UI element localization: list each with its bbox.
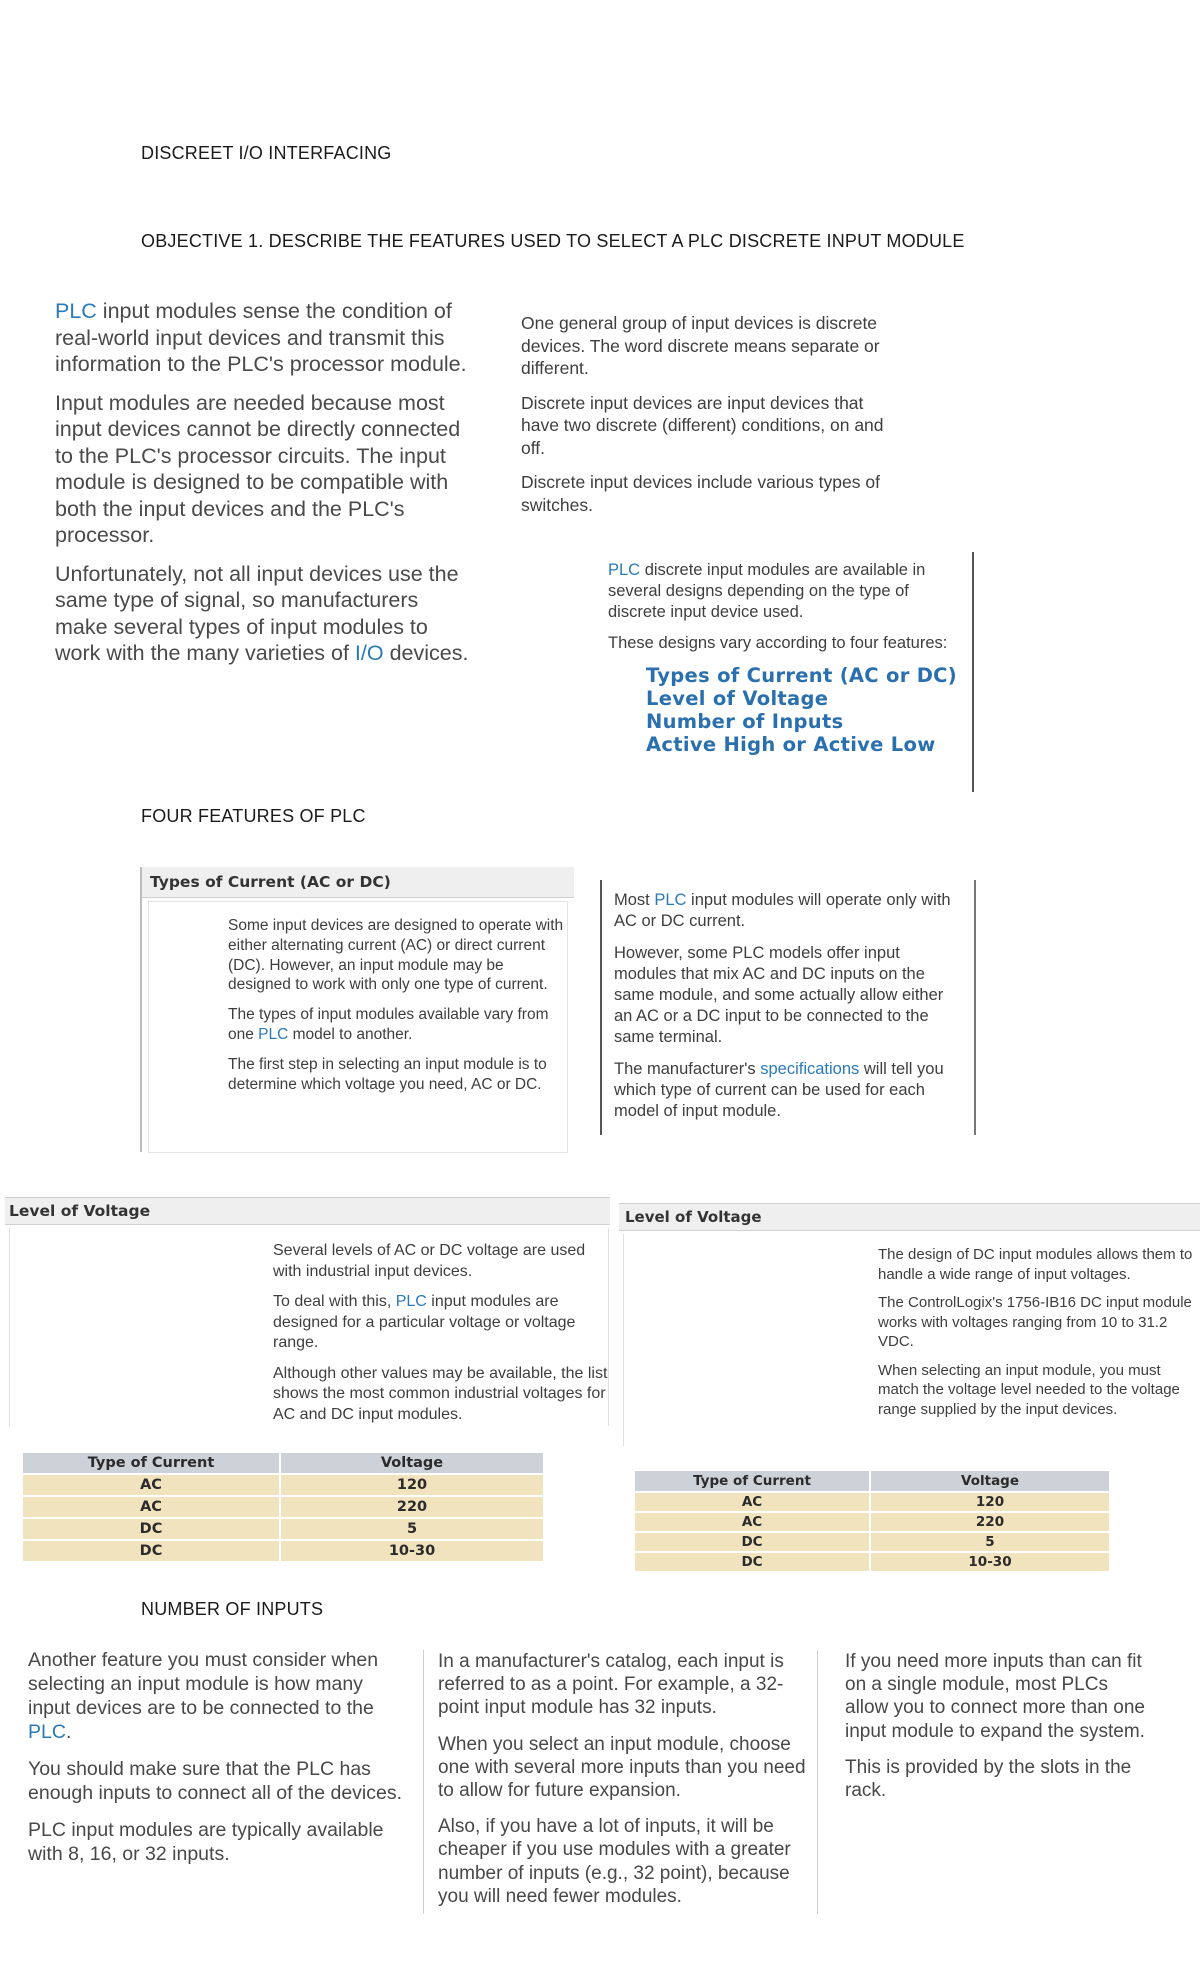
voltage-right-paragraph-3: When selecting an input module, you must match the voltage level needed to the voltage range supplied by the input devices.	[878, 1361, 1180, 1418]
discrete-devices-paragraph: One general group of input devices is discrete devices. The word discrete means separate or different.	[521, 313, 880, 378]
number-of-inputs-heading: NUMBER OF INPUTS	[141, 1599, 324, 1619]
voltage-right-paragraph-2: The ControlLogix's 1756-IB16 DC input module works with voltages ranging from 10 to 31.2 VDC.	[878, 1294, 1192, 1350]
voltage-right-title: Level of Voltage	[619, 1204, 1200, 1231]
current-panel-title: Types of Current (AC or DC)	[142, 867, 574, 898]
table-header-type: Type of Current	[23, 1453, 279, 1473]
inputs-col1-paragraph-3: PLC input modules are typically available with 8, 16, or 32 inputs.	[28, 1819, 384, 1865]
document-heading: DISCREET I/O INTERFACING	[141, 143, 392, 163]
voltage-right-body	[878, 1245, 1198, 1428]
inputs-col3-paragraph-1: If you need more inputs than can fit on a single module, most PLCs allow you to connect more than one input module to expand the system.	[845, 1651, 1145, 1742]
inputs-col1-paragraph-1: Another feature you must consider when selecting an input module is how many input devices are to be connected to the PLC.	[28, 1649, 379, 1743]
plc-link[interactable]: PLC	[28, 1721, 66, 1743]
feature-item: Number of Inputs	[646, 710, 844, 733]
voltage-right-paragraph-1: The design of DC input modules allows them to handle a wide range of input voltages.	[878, 1246, 1193, 1283]
voltage-table-left	[21, 1451, 545, 1563]
objective-heading: OBJECTIVE 1. DESCRIBE THE FEATURES USED TO SELECT A PLC DISCRETE INPUT MODULE	[141, 231, 965, 251]
voltage-left-paragraph-3: Although other values may be available, the list shows the most common industrial voltages for AC and DC input modules.	[273, 1364, 608, 1423]
inputs-column-3	[817, 1650, 1148, 1914]
current-right-panel	[600, 880, 976, 1135]
inputs-column-2	[423, 1650, 816, 1914]
inputs-col1-paragraph-2: You should make sure that the PLC has enough inputs to connect all of the devices.	[28, 1758, 403, 1804]
feature-item: Types of Current (AC or DC)	[646, 664, 958, 687]
features-list	[646, 664, 962, 756]
inputs-col3-paragraph-2: This is provided by the slots in the rack.	[845, 1756, 1132, 1802]
voltage-left-paragraph-2: To deal with this, PLC input modules are designed for a particular voltage or voltage range.	[273, 1293, 576, 1351]
plc-link[interactable]: PLC	[55, 299, 97, 323]
inputs-col2-paragraph-3: Also, if you have a lot of inputs, it will be cheaper if you use modules with a greater number of inputs (e.g., 32 point), because you will need fewer modules.	[438, 1816, 791, 1907]
voltage-right-panel	[619, 1203, 1200, 1446]
current-right-paragraph-3: The manufacturer's specifications will tell you which type of current can be used for each model of input module.	[614, 1060, 944, 1120]
discrete-switches-paragraph: Discrete input devices include various types of switches.	[521, 472, 880, 515]
table-row: DC 10-30	[635, 1553, 1109, 1571]
table-row: AC 120	[23, 1475, 543, 1495]
table-row: AC 120	[635, 1493, 1109, 1511]
inputs-column-1	[28, 1648, 406, 1879]
intro-paragraph-2: Input modules are needed because most input devices cannot be directly connected to the PLC's processor circuits. The input module is designed to be compatible with both the input devices and the PLC's processor.	[55, 390, 461, 547]
voltage-left-paragraph-1: Several levels of AC or DC voltage are used with industrial input devices.	[273, 1242, 586, 1280]
plc-link[interactable]: PLC	[258, 1025, 289, 1043]
table-row: DC 5	[635, 1533, 1109, 1551]
voltage-left-title: Level of Voltage	[5, 1198, 610, 1225]
voltage-left-panel	[5, 1197, 610, 1426]
specifications-link[interactable]: specifications	[760, 1060, 860, 1078]
voltage-table-right	[633, 1469, 1111, 1573]
current-panel	[140, 867, 574, 1152]
plc-link[interactable]: PLC	[654, 891, 687, 909]
table-header-type: Type of Current	[635, 1471, 869, 1491]
table-header-voltage: Voltage	[871, 1471, 1109, 1491]
table-row: DC 5	[23, 1519, 543, 1539]
current-paragraph-1: Some input devices are designed to operate with either alternating current (AC) or direct current (DC). However, an input module may be designed to work with only one type of current.	[228, 917, 564, 994]
table-row: AC 220	[635, 1513, 1109, 1531]
current-paragraph-3: The first step in selecting an input module is to determine which voltage you need, AC or DC.	[228, 1055, 547, 1093]
inputs-col2-paragraph-2: When you select an input module, choose one with several more inputs than you need to allow for future expansion.	[438, 1733, 806, 1802]
designs-panel	[600, 552, 974, 792]
discrete-conditions-paragraph: Discrete input devices are input devices that have two discrete (different) conditions, on and off.	[521, 392, 884, 458]
feature-item: Level of Voltage	[646, 687, 829, 710]
intro-paragraph-1: PLC input modules sense the condition of real-world input devices and transmit this information to the PLC's processor module.	[55, 299, 467, 376]
plc-link[interactable]: PLC	[608, 561, 641, 579]
designs-paragraph-1: PLC discrete input modules are available in several designs depending on the type of discrete input device used.	[608, 561, 926, 621]
table-row: AC 220	[23, 1497, 543, 1517]
current-paragraph-2: The types of input modules available vary from one PLC model to another.	[228, 1006, 549, 1043]
intro-left-column	[55, 298, 475, 679]
io-link[interactable]: I/O	[354, 641, 384, 665]
voltage-left-body	[273, 1241, 608, 1435]
intro-paragraph-3: Unfortunately, not all input devices use the same type of signal, so manufacturers make several types of input modules to work with the many varieties of I/O devices.	[55, 561, 469, 665]
current-panel-body	[228, 916, 568, 1104]
current-right-paragraph-1: Most PLC input modules will operate only with AC or DC current.	[614, 891, 951, 930]
table-header-voltage: Voltage	[281, 1453, 543, 1473]
intro-right-column	[521, 312, 886, 528]
four-features-heading: FOUR FEATURES OF PLC	[141, 806, 366, 826]
current-right-paragraph-2: However, some PLC models offer input modules that mix AC and DC inputs on the same module, and some actually allow either an AC or a DC input to be connected to the same terminal.	[614, 944, 944, 1046]
feature-item: Active High or Active Low	[646, 733, 936, 756]
inputs-col2-paragraph-1: In a manufacturer's catalog, each input is referred to as a point. For example, a 32-point input module has 32 inputs.	[438, 1651, 784, 1719]
table-row: DC 10-30	[23, 1541, 543, 1561]
plc-link[interactable]: PLC	[395, 1293, 427, 1310]
designs-paragraph-2: These designs vary according to four features:	[608, 634, 948, 652]
